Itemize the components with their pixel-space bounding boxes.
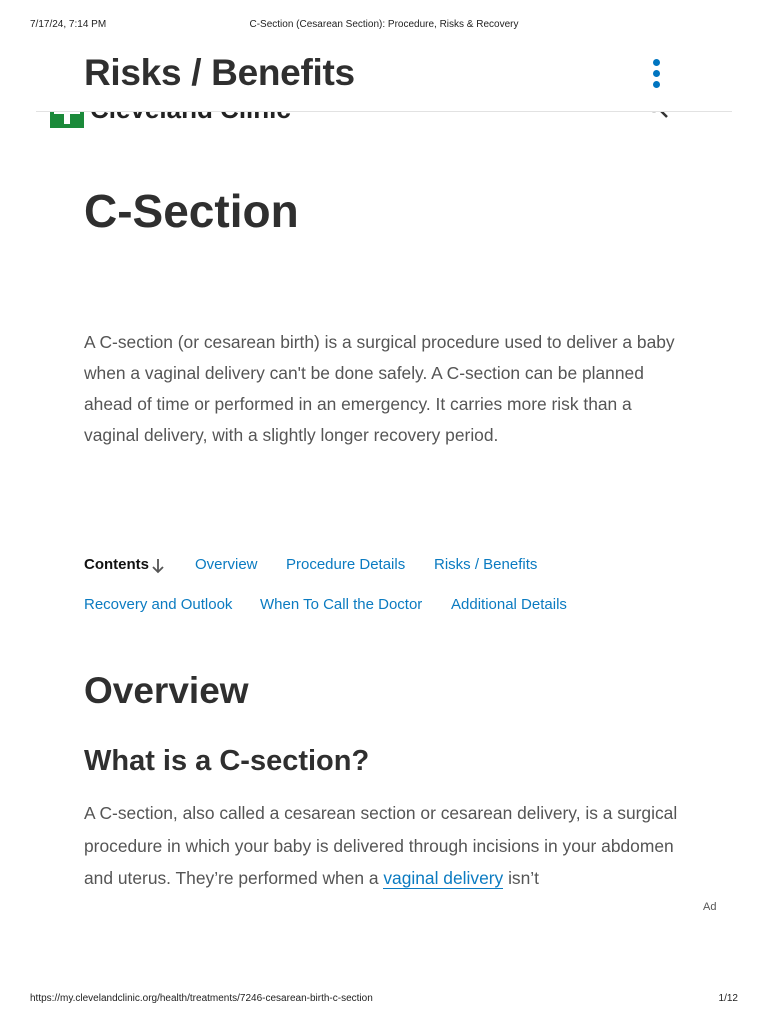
kebab-dot xyxy=(653,81,660,88)
vaginal-delivery-link[interactable]: vaginal delivery xyxy=(383,868,504,888)
page-title: C-Section xyxy=(84,185,299,237)
overview-paragraph xyxy=(84,797,684,895)
kebab-menu-icon[interactable] xyxy=(649,58,663,92)
kebab-dot xyxy=(653,70,660,77)
subheading-what-is: What is a C-section? xyxy=(84,745,370,777)
section-heading-overview: Overview xyxy=(84,670,249,711)
overview-text-after-link: isn’t xyxy=(503,868,539,888)
print-url: https://my.clevelandclinic.org/health/treatments/7246-cesarean-birth-c-section xyxy=(30,993,373,1004)
print-page-number: 1/12 xyxy=(718,993,738,1004)
toc-link-risks-benefits[interactable]: Risks / Benefits xyxy=(434,556,538,573)
arrow-down-icon[interactable] xyxy=(151,558,165,574)
print-header xyxy=(0,19,768,33)
print-datetime: 7/17/24, 7:14 PM xyxy=(30,19,107,30)
print-footer xyxy=(0,993,768,1007)
overview-text-before-link: A C-section, also called a cesarean section or cesarean delivery, is a surgical procedure in which your baby is delivered through incisions in your abdomen and uterus. They’re performed when a xyxy=(84,803,678,888)
ad-label: Ad xyxy=(703,901,717,913)
kebab-dot xyxy=(653,59,660,66)
contents-label[interactable]: Contents xyxy=(84,556,149,573)
intro-paragraph: A C-section (or cesarean birth) is a surgical procedure used to deliver a baby when a vaginal delivery can't be done safely. A C-section can be planned ahead of time or performed in an emergency. It carries more risk than a vaginal delivery, with a slightly longer recovery period. xyxy=(84,332,675,445)
toc-link-recovery-outlook[interactable]: Recovery and Outlook xyxy=(84,596,233,613)
toc-link-additional-details[interactable]: Additional Details xyxy=(451,596,567,613)
toc-link-overview[interactable]: Overview xyxy=(195,556,258,573)
sticky-section-title: Risks / Benefits xyxy=(84,52,355,93)
sticky-section-header xyxy=(36,40,732,112)
toc-link-when-to-call[interactable]: When To Call the Doctor xyxy=(260,596,423,613)
toc-link-procedure-details[interactable]: Procedure Details xyxy=(286,556,406,573)
print-document-title: C-Section (Cesarean Section): Procedure, Risks & Recovery xyxy=(249,19,519,30)
